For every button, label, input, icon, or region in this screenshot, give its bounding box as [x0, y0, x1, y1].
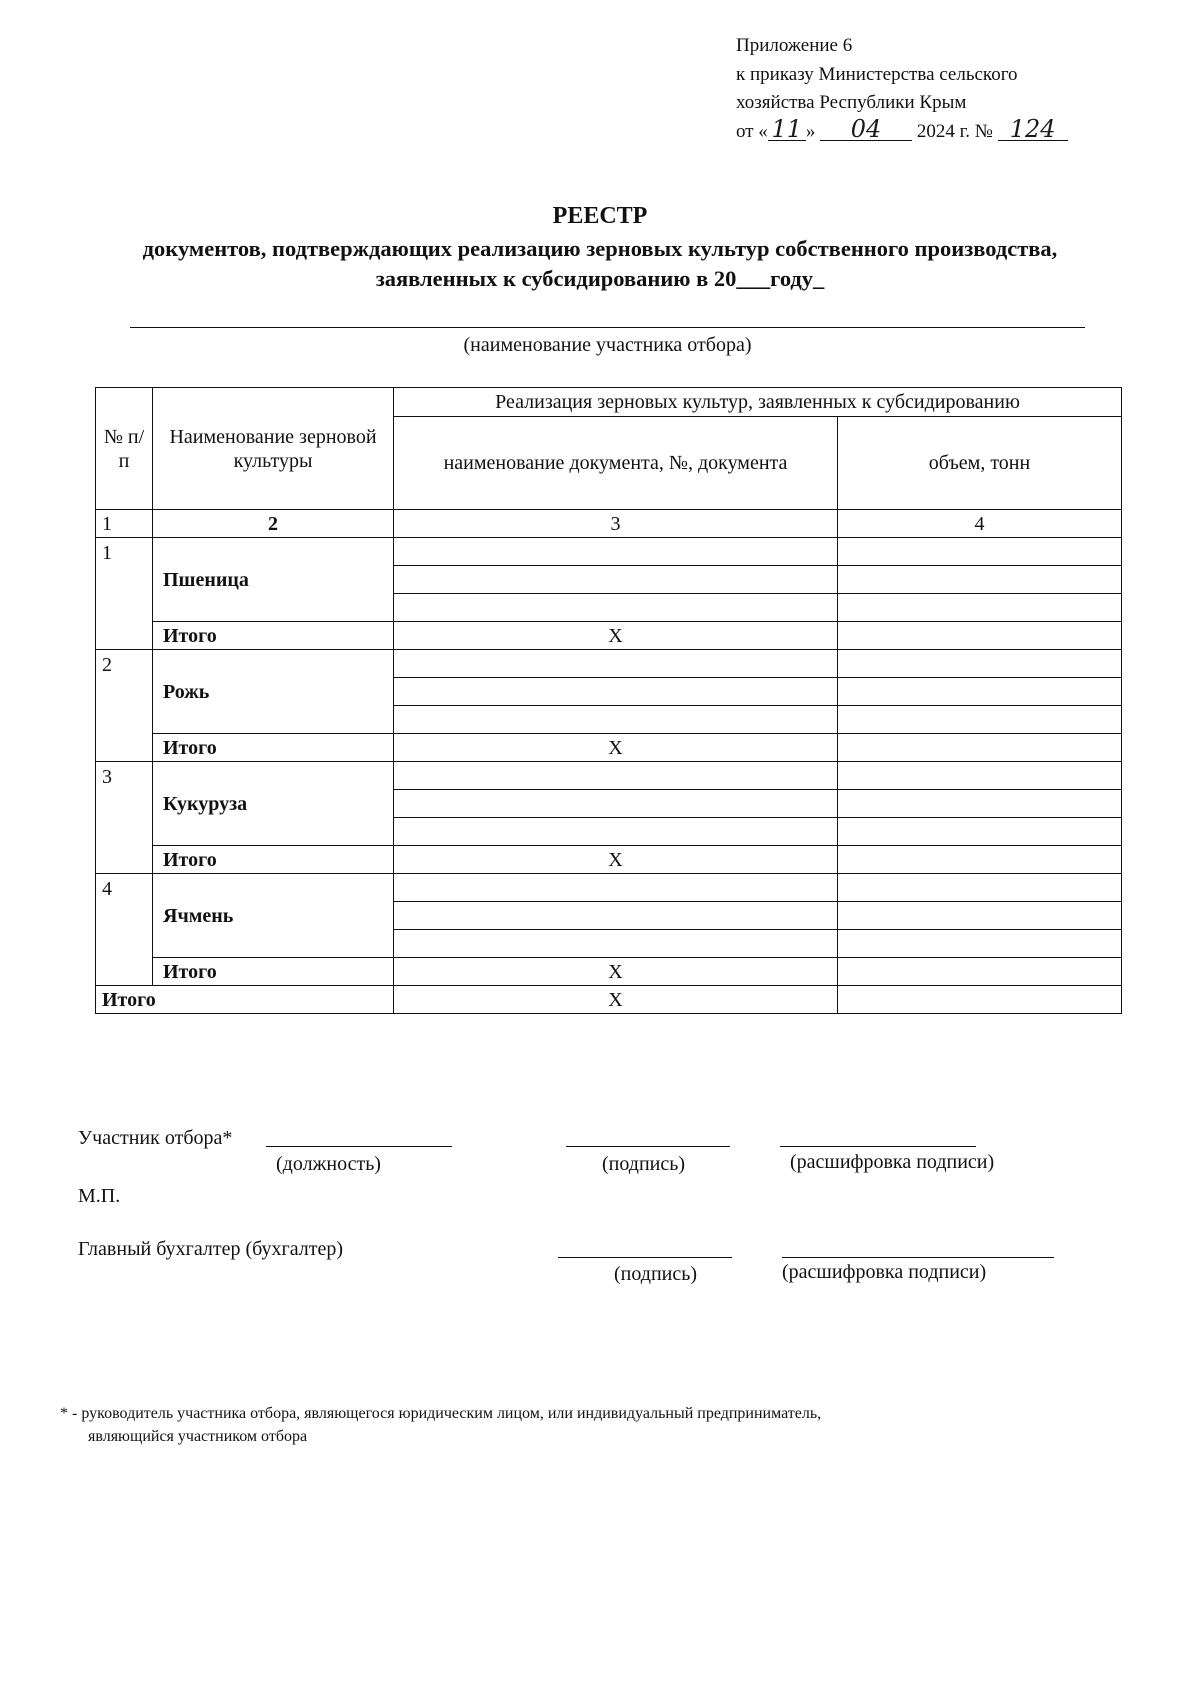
grand-total-volume	[838, 986, 1122, 1014]
subtotal-mark: X	[394, 958, 838, 986]
subtotal-volume	[838, 622, 1122, 650]
doc-cell	[394, 902, 838, 930]
subtotal-label: Итого	[153, 622, 394, 650]
signature-caption-2: (подпись)	[614, 1263, 698, 1285]
doc-cell	[394, 566, 838, 594]
crop-number: 2	[96, 650, 153, 762]
subtotal-mark: X	[394, 734, 838, 762]
volume-cell	[838, 762, 1122, 790]
appendix-order-ref: к приказу Министерства сельского	[736, 63, 1018, 85]
index-cell-1: 1	[96, 510, 153, 538]
crop-name: Кукуруза	[153, 762, 394, 846]
index-cell-4: 4	[838, 510, 1122, 538]
doc-cell	[394, 678, 838, 706]
table-row	[96, 538, 1122, 566]
registry-subtitle-1: документов, подтверждающих реализацию зерновых культур собственного производства,	[142, 236, 1058, 261]
volume-cell	[838, 650, 1122, 678]
table-row	[96, 762, 1122, 790]
header-volume: объем, тонн	[838, 417, 1122, 510]
grand-total-label: Итого	[96, 986, 394, 1014]
decode-line-1	[780, 1146, 976, 1147]
header-doc: наименование документа, №, документа	[394, 417, 838, 510]
subtotal-label: Итого	[153, 846, 394, 874]
header-crop: Наименование зерновой культуры	[153, 388, 394, 510]
doc-cell	[394, 790, 838, 818]
participant-label: Участник отбора*	[78, 1127, 233, 1149]
subtotal-label: Итого	[153, 734, 394, 762]
participant-name-caption: (наименование участника отбора)	[463, 334, 752, 356]
subtotal-row	[96, 846, 1122, 874]
doc-cell	[394, 538, 838, 566]
grand-total-mark: X	[394, 986, 838, 1014]
volume-cell	[838, 874, 1122, 902]
doc-cell	[394, 930, 838, 958]
signature-line-2	[558, 1257, 732, 1258]
header-num: № п/п	[96, 388, 153, 510]
footnote	[60, 1402, 1060, 1448]
signature-line-1	[566, 1146, 730, 1147]
participant-name-line	[130, 327, 1085, 328]
appendix-date-line	[736, 114, 1068, 147]
doc-cell	[394, 706, 838, 734]
decode-line-2	[782, 1257, 1054, 1258]
crop-number: 3	[96, 762, 153, 874]
volume-cell	[838, 818, 1122, 846]
registry-subtitle-2: заявленных к субсидированию в 20___году_	[375, 266, 825, 291]
index-cell-3: 3	[394, 510, 838, 538]
decode-caption-2: (расшифровка подписи)	[782, 1261, 987, 1283]
subtotal-label: Итого	[153, 958, 394, 986]
doc-cell	[394, 762, 838, 790]
subtotal-volume	[838, 846, 1122, 874]
volume-cell	[838, 706, 1122, 734]
date-mid: »	[805, 120, 816, 142]
volume-cell	[838, 594, 1122, 622]
date-prefix: от «	[736, 120, 768, 142]
header-group: Реализация зерновых культур, заявленных к субсидированию	[394, 388, 1122, 417]
table-row	[96, 650, 1122, 678]
appendix-ministry: хозяйства Республики Крым	[736, 92, 967, 113]
subtotal-row	[96, 734, 1122, 762]
volume-cell	[838, 902, 1122, 930]
volume-cell	[838, 678, 1122, 706]
crop-number: 1	[96, 538, 153, 650]
subtotal-row	[96, 622, 1122, 650]
doc-cell	[394, 818, 838, 846]
subtotal-mark: X	[394, 846, 838, 874]
crop-name: Пшеница	[153, 538, 394, 622]
volume-cell	[838, 538, 1122, 566]
order-number: 124	[998, 118, 1068, 141]
crop-name: Ячмень	[153, 874, 394, 958]
crop-name: Рожь	[153, 650, 394, 734]
position-line	[266, 1146, 452, 1147]
table-row	[96, 874, 1122, 902]
volume-cell	[838, 930, 1122, 958]
registry-table	[95, 387, 1122, 1014]
decode-caption: (расшифровка подписи)	[790, 1151, 995, 1173]
index-row	[96, 510, 1122, 538]
signature-caption: (подпись)	[602, 1153, 686, 1175]
crop-number: 4	[96, 874, 153, 986]
volume-cell	[838, 790, 1122, 818]
position-caption: (должность)	[276, 1153, 381, 1175]
subtotal-row	[96, 958, 1122, 986]
accountant-label: Главный бухгалтер (бухгалтер)	[78, 1238, 344, 1260]
subtotal-mark: X	[394, 622, 838, 650]
volume-cell	[838, 566, 1122, 594]
footnote-line-1: * - руководитель участника отбора, являющегося юридическим лицом, или индивидуальный предприниматель,	[60, 1405, 822, 1422]
index-cell-2: 2	[153, 510, 394, 538]
appendix-title: Приложение 6	[736, 35, 853, 56]
subtotal-volume	[838, 734, 1122, 762]
doc-cell	[394, 594, 838, 622]
doc-cell	[394, 874, 838, 902]
grand-total-row	[96, 986, 1122, 1014]
footnote-line-2: являющийся участником отбора	[88, 1428, 308, 1445]
date-day: 11	[768, 118, 806, 141]
doc-cell	[394, 650, 838, 678]
registry-title: РЕЕСТР	[552, 203, 648, 229]
subtotal-volume	[838, 958, 1122, 986]
appendix-header	[736, 32, 1068, 146]
stamp-label: М.П.	[78, 1185, 121, 1207]
date-month: 04	[820, 118, 912, 141]
date-year: 2024 г. №	[916, 120, 993, 142]
